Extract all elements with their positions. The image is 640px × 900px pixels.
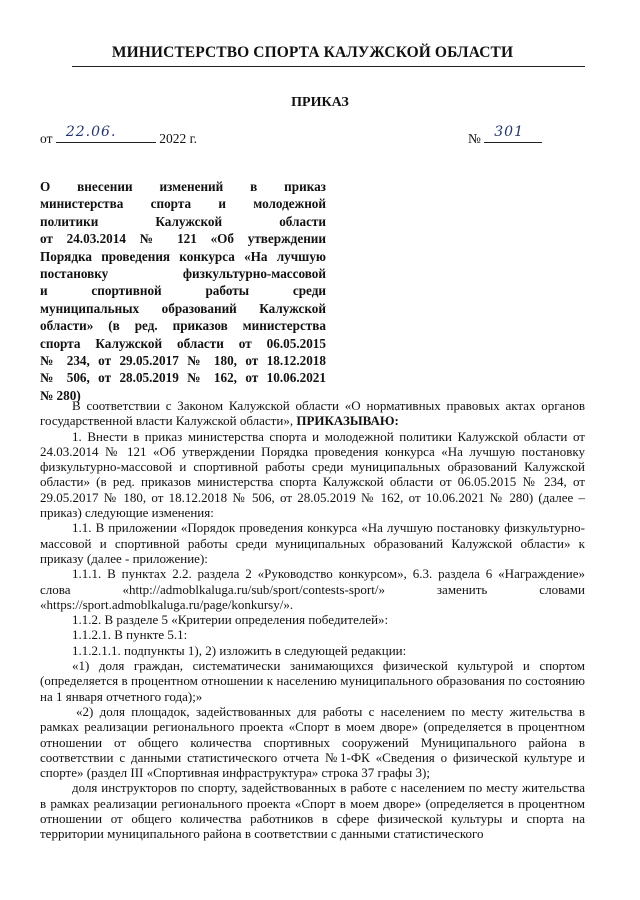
number-prefix: № (468, 131, 481, 146)
order-date (40, 126, 197, 147)
order-number (468, 126, 542, 147)
subject-line: министерства спорта и молодежной (40, 196, 326, 212)
organization-name: МИНИСТЕРСТВО СПОРТА КАЛУЖСКОЙ ОБЛАСТИ (111, 44, 514, 61)
subject-line: Порядка проведения конкурса «На лучшую (40, 248, 326, 264)
header-rule (72, 66, 585, 67)
subject-line: муниципальных образований Калужской (40, 300, 326, 316)
subject-line: № 506, от 28.05.2019 № 162, от 10.06.2021 (40, 370, 326, 386)
handwritten-number: 301 (494, 124, 524, 140)
handwritten-date: 22.06. (65, 124, 117, 140)
order-subject (40, 178, 326, 404)
subject-line: О внесении изменений в приказ (40, 179, 326, 194)
date-prefix: от (40, 131, 53, 146)
number-blank (484, 126, 542, 143)
paragraph-criterion-1: «1) доля граждан, систематически занимающихся физической культурой и спортом (определяется в процентном отношении к населению муниципального образования по состоянию на 1 января отчетного года);» (40, 658, 585, 704)
date-year: 2022 г. (159, 131, 197, 146)
paragraph-1-1-1: 1.1.1. В пунктах 2.2. раздела 2 «Руководство конкурсом», 6.3. раздела 6 «Награждение» слова «http://admoblkaluga.ru/sub/sport/contests-sport/» заменить словами «https://sport.admoblkaluga.ru/page/konkursy/». (40, 566, 585, 612)
date-blank (56, 126, 156, 143)
paragraph-criterion-2-cont: доля инструкторов по спорту, задействованных в работе с населением по месту жительства в рамках реализации регионального проекта «Спорт в моем дворе» (определяется в процентном отношении от общего количества работников в сфере физической культуры и спорта на территории муниципального района в соответствии с данными статистического (40, 780, 585, 842)
paragraph-preamble (40, 398, 585, 429)
subject-line: № 234, от 29.05.2017 № 180, от 18.12.2018 (40, 353, 326, 369)
subject-line: постановку физкультурно-массовой (40, 266, 326, 282)
subject-line: политики Калужской области (40, 213, 326, 229)
preamble-text: В соответствии с Законом Калужской области «О нормативных правовых актах органов государственной власти Калужской области», (40, 398, 585, 429)
subject-line: от 24.03.2014 № 121 «Об утверждении (40, 231, 326, 247)
paragraph-1-1-2: 1.1.2. В разделе 5 «Критерии определения победителей»: (72, 612, 389, 628)
paragraph-1: 1. Внести в приказ министерства спорта и молодежной политики Калужской области от 24.03.2014 № 121 «Об утверждении Порядка проведения конкурса «На лучшую постановку физкультурно-массовой и спортивной работы среди муниципальных образований Калужской области» (в ред. приказов министерства спорта Калужской области от 06.05.2015 № 234, от 29.05.2017 № 180, от 18.12.2018 № 506, от 28.05.2019 № 162, от 10.06.2021 № 280) (далее – приказ) следующие изменения: (40, 428, 585, 521)
preamble-order-word: ПРИКАЗЫВАЮ: (296, 413, 399, 429)
paragraph-1-1-2-1: 1.1.2.1. В пункте 5.1: (72, 627, 188, 643)
subject-line: области» (в ред. приказов министерства (40, 318, 326, 334)
order-body (40, 398, 585, 842)
paragraph-1-1: 1.1. В приложении «Порядок проведения конкурса «На лучшую постановку физкультурно-массовой и спортивной работы среди муниципальных образований Калужской области» к приказу (далее - приложение): (40, 520, 585, 566)
subject-line: № 280) (40, 387, 81, 403)
subject-line: спорта Калужской области от 06.05.2015 (40, 335, 326, 351)
paragraph-criterion-2: «2) доля площадок, задействованных для работы с населением по месту жительства в рамках реализации регионального проекта «Спорт в моем дворе» (определяется в процентном отношении от общего количества спортивных сооружений Муниципального района в соответствии с данными статистического отчета №1-ФК «Сведения о физической культуре и спорте» (раздел III «Спортивная инфраструктура» строка 37 графы 3); (40, 703, 585, 781)
document-title: ПРИКАЗ (291, 95, 349, 110)
paragraph-1-1-2-1-1: 1.1.2.1.1. подпункты 1), 2) изложить в следующей редакции: (72, 642, 407, 658)
subject-line: и спортивной работы среди (40, 283, 326, 299)
